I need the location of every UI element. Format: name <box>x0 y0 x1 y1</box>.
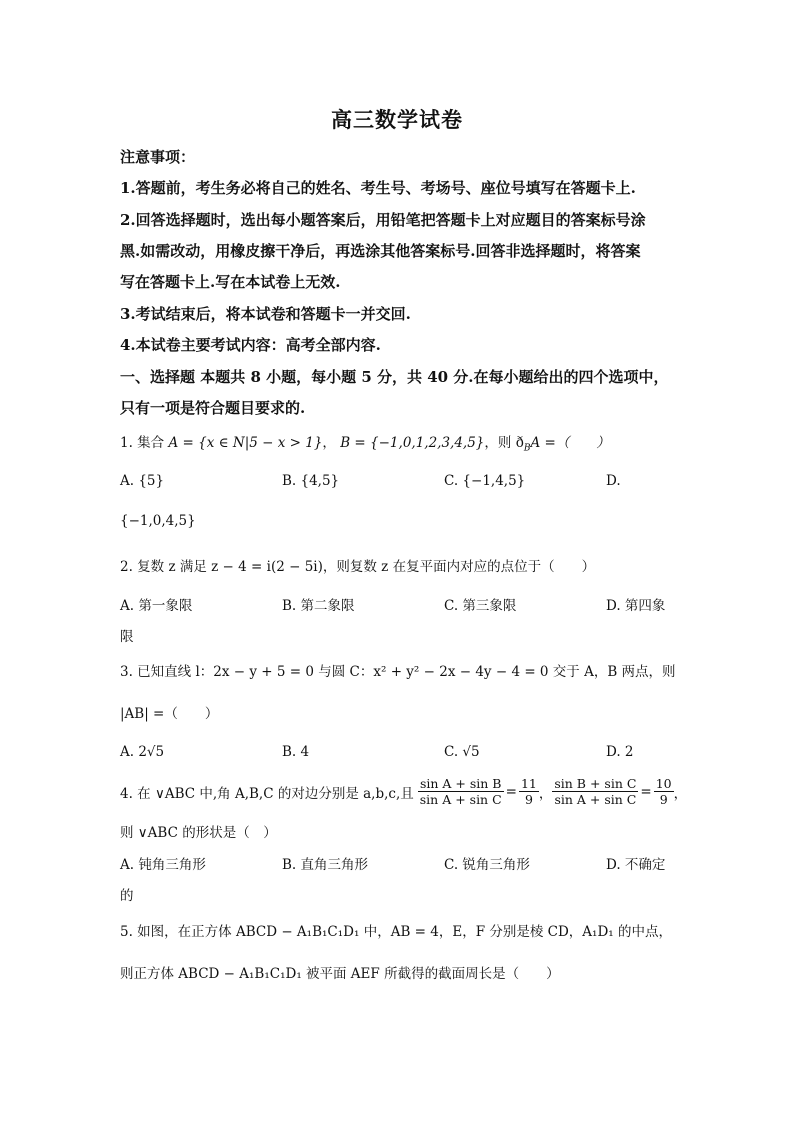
q4-frac1-den: sin A + sin C <box>419 792 502 807</box>
q4-option-b: B. 直角三角形 <box>282 857 369 873</box>
question-4 <box>120 776 687 807</box>
section-heading: 一、选择题 本题共 8 小题，每小题 5 分，共 40 分.在每小题给出的四个选项中， <box>120 368 669 386</box>
q3-option-d: D. 2 <box>606 744 634 760</box>
q4-comma: ， <box>538 785 553 802</box>
q4-fraction-1-value <box>519 776 539 807</box>
notice-item-2-cont: 黑.如需改动，用橡皮擦干净后，再选涂其他答案标号.回答非选择题时，将答案 <box>120 242 641 260</box>
q3-option-b: B. 4 <box>282 744 310 760</box>
q2-option-c: C. 第三象限 <box>444 598 517 614</box>
q1-set-b: B = {−1,0,1,2,3,4,5} <box>340 435 485 451</box>
q4-frac2v-den: 9 <box>659 792 668 807</box>
q4-frac1-num: sin A + sin B <box>418 776 504 792</box>
q4-prefix: 4. 在 ∨ABC 中,角 A,B,C 的对边分别是 a,b,c,且 <box>120 785 414 802</box>
q2-option-d: D. 第四象 <box>606 598 666 614</box>
q2-option-a: A. 第一象限 <box>120 598 193 614</box>
q1-tail: A =（ ） <box>530 435 610 451</box>
q4-fraction-2-value <box>654 776 674 807</box>
q4-eq2: = <box>640 783 652 800</box>
notice-item-2-end: 写在答题卡上.写在本试卷上无效. <box>120 273 341 291</box>
q4-frac2-num: sin B + sin C <box>554 776 637 791</box>
q4-option-c: C. 锐角三角形 <box>444 857 530 873</box>
q4-frac2v-num: 10 <box>655 776 672 791</box>
q4-frac1v-den: 9 <box>524 792 533 807</box>
section-heading-cont: 只有一项是符合题目要求的. <box>120 399 306 417</box>
question-5-cont: 则正方体 ABCD − A₁B₁C₁D₁ 被平面 AEF 所截得的截面周长是（ ） <box>120 966 560 982</box>
q4-fraction-1 <box>418 776 504 807</box>
page-title: 高三数学试卷 <box>331 107 463 132</box>
q1-option-b: B. {4,5} <box>282 473 340 489</box>
q4-option-d: D. 不确定 <box>606 857 666 873</box>
q1-suffix: ，则 ð <box>484 435 524 451</box>
question-3: 3. 已知直线 l：2x − y + 5 = 0 与圆 C：x² + y² − 2x − 4y − 4 = 0 交于 A，B 两点，则 <box>120 664 676 680</box>
notice-item-2: 2.回答选择题时，选出每小题答案后，用铅笔把答题卡上对应题目的答案标号涂 <box>120 211 646 229</box>
q4-fraction-2 <box>552 776 638 807</box>
q1-option-d: D. <box>606 473 621 489</box>
q3-option-c: C. √5 <box>444 744 480 760</box>
q1-option-c: C. {−1,4,5} <box>444 473 526 489</box>
q4-option-d-cont: 的 <box>120 888 134 904</box>
question-3-cont: |AB| =（ ） <box>120 706 219 722</box>
q1-sub: B <box>523 443 531 454</box>
q4-frac1v-num: 11 <box>520 776 537 791</box>
question-1 <box>120 431 610 454</box>
q1-option-d-value: {−1,0,4,5} <box>120 513 196 529</box>
q3-option-a: A. 2√5 <box>120 744 165 760</box>
question-2: 2. 复数 z 满足 z − 4 = i(2 − 5i)，则复数 z 在复平面内对应的点位于（ ） <box>120 559 596 575</box>
question-5: 5. 如图，在正方体 ABCD − A₁B₁C₁D₁ 中，AB = 4，E，F 分别是棱 CD，A₁D₁ 的中点， <box>120 924 672 940</box>
question-4-cont: 则 ∨ABC 的形状是（ ） <box>120 825 277 841</box>
notice-item-1: 1.答题前，考生务必将自己的姓名、考生号、考场号、座位号填写在答题卡上. <box>120 179 636 197</box>
q1-set-a: A = {x ∈ N|5 − x > 1} <box>168 435 323 451</box>
notice-item-4: 4.本试卷主要考试内容：高考全部内容. <box>120 336 381 354</box>
q4-frac2-den: sin A + sin C <box>554 792 637 807</box>
notice-heading: 注意事项： <box>120 148 196 166</box>
q4-option-a: A. 钝角三角形 <box>120 857 206 873</box>
q4-end: ， <box>673 785 688 802</box>
q2-option-d-cont: 限 <box>120 629 134 645</box>
q1-sep: ， <box>322 435 336 451</box>
q2-option-b: B. 第二象限 <box>282 598 355 614</box>
q1-option-a: A. {5} <box>120 473 165 489</box>
notice-item-3: 3.考试结束后，将本试卷和答题卡一并交回. <box>120 305 411 323</box>
q1-prefix: 1. 集合 <box>120 435 165 451</box>
q4-eq1: = <box>505 783 517 800</box>
